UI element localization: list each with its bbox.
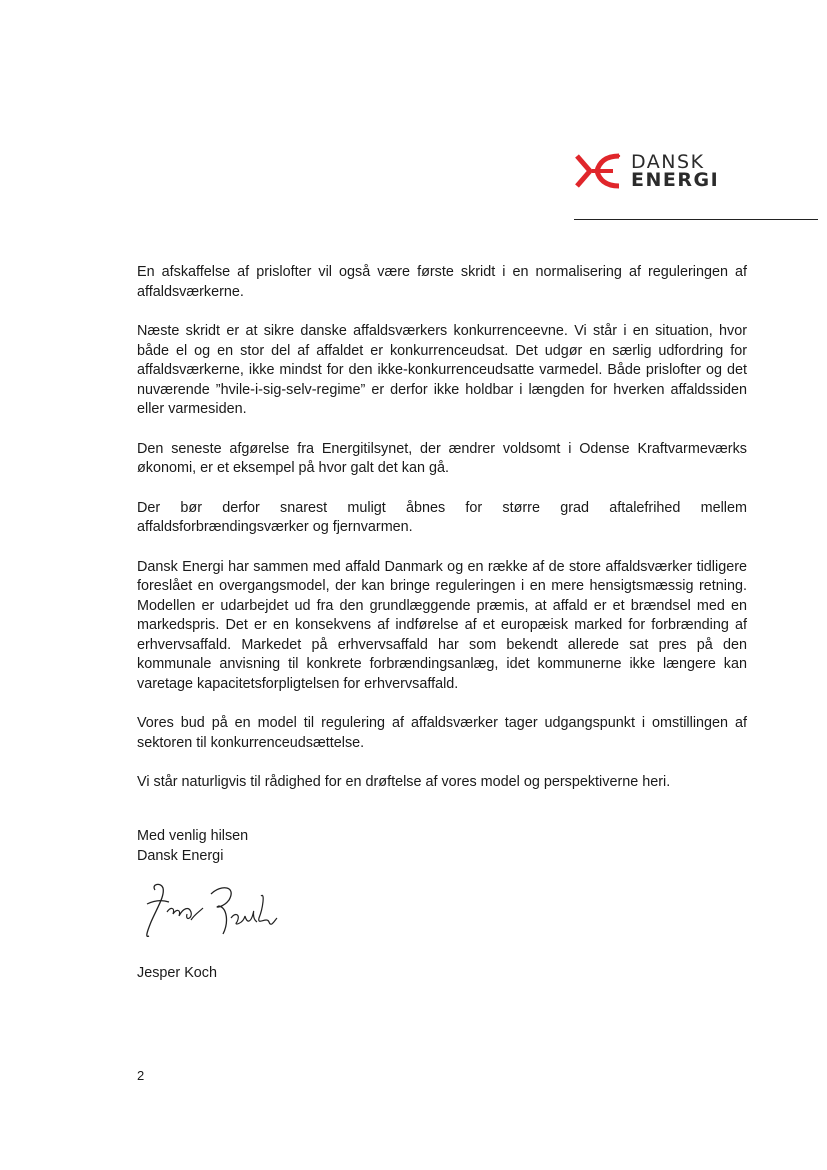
paragraph: Den seneste afgørelse fra Energitilsynet, der ændrer voldsomt i Odense Kraftvarmeværks økonomi, er et eksempel på hvor galt det kan gå. (137, 440, 747, 476)
dansk-energi-logo-icon (575, 153, 621, 189)
dansk-energi-logo (575, 150, 719, 192)
signer-name: Jesper Koch (137, 965, 217, 981)
handwritten-signature (133, 878, 283, 948)
logo-text-line2: ENERGI (631, 169, 720, 191)
paragraph: Vores bud på en model til regulering af affaldsværker tager udgangspunkt i omstillingen af sektoren til konkurrenceudsættelse. (137, 715, 747, 751)
page-number: 2 (137, 1068, 145, 1083)
paragraph: Vi står naturligvis til rådighed for en drøftelse af vores model og perspektiverne heri. (137, 774, 671, 790)
paragraph: En afskaffelse af prislofter vil også være første skridt i en normalisering af reguleringen af affaldsværkerne. (137, 264, 747, 300)
paragraph: Der bør derfor snarest muligt åbnes for større grad aftalefrihed mellem affaldsforbrændingsværker og fjernvarmen. (137, 499, 747, 535)
logo-text-line1: DANSK (631, 151, 705, 173)
closing-organization: Dansk Energi (137, 847, 224, 864)
closing-greeting: Med venlig hilsen (137, 828, 249, 844)
header-divider (574, 219, 818, 220)
paragraph: Næste skridt er at sikre danske affaldsværkers konkurrenceevne. Vi står i en situation, hvor både el og en stor del af affaldet er konkurrenceudsat. Det udgør en særlig udfordring for affaldsværkerne, ikke mindst for den ikke-konkurrenceudsatte varmedel. Både prislofter og det nuværende ”hvile-i-sig-selv-regime” er derfor ikke holdbar i længden for hverken affaldssiden eller varmesiden. (137, 323, 747, 417)
paragraph: Dansk Energi har sammen med affald Danmark og en række af de store affaldsværker tidligere foreslået en overgangsmodel, der kan bringe reguleringen i en mere hensigtsmæssig retning. Modellen er udarbejdet ud fra den grundlæggende præmis, at affald er et brændsel med en markedspris. Det er en konsekvens af indførelse af et europæisk marked for forbrænding af erhvervsaffald. Markedet på erhvervsaffald har som bekendt allerede sat pres på den kommunale anvisning til konkrete forbrændingsanlæg, idet kommunerne ikke længere kan varetage kapacitetsforpligtelsen for erhvervsaffald. (137, 558, 747, 692)
letter-body (137, 263, 747, 813)
closing-block (137, 827, 248, 866)
